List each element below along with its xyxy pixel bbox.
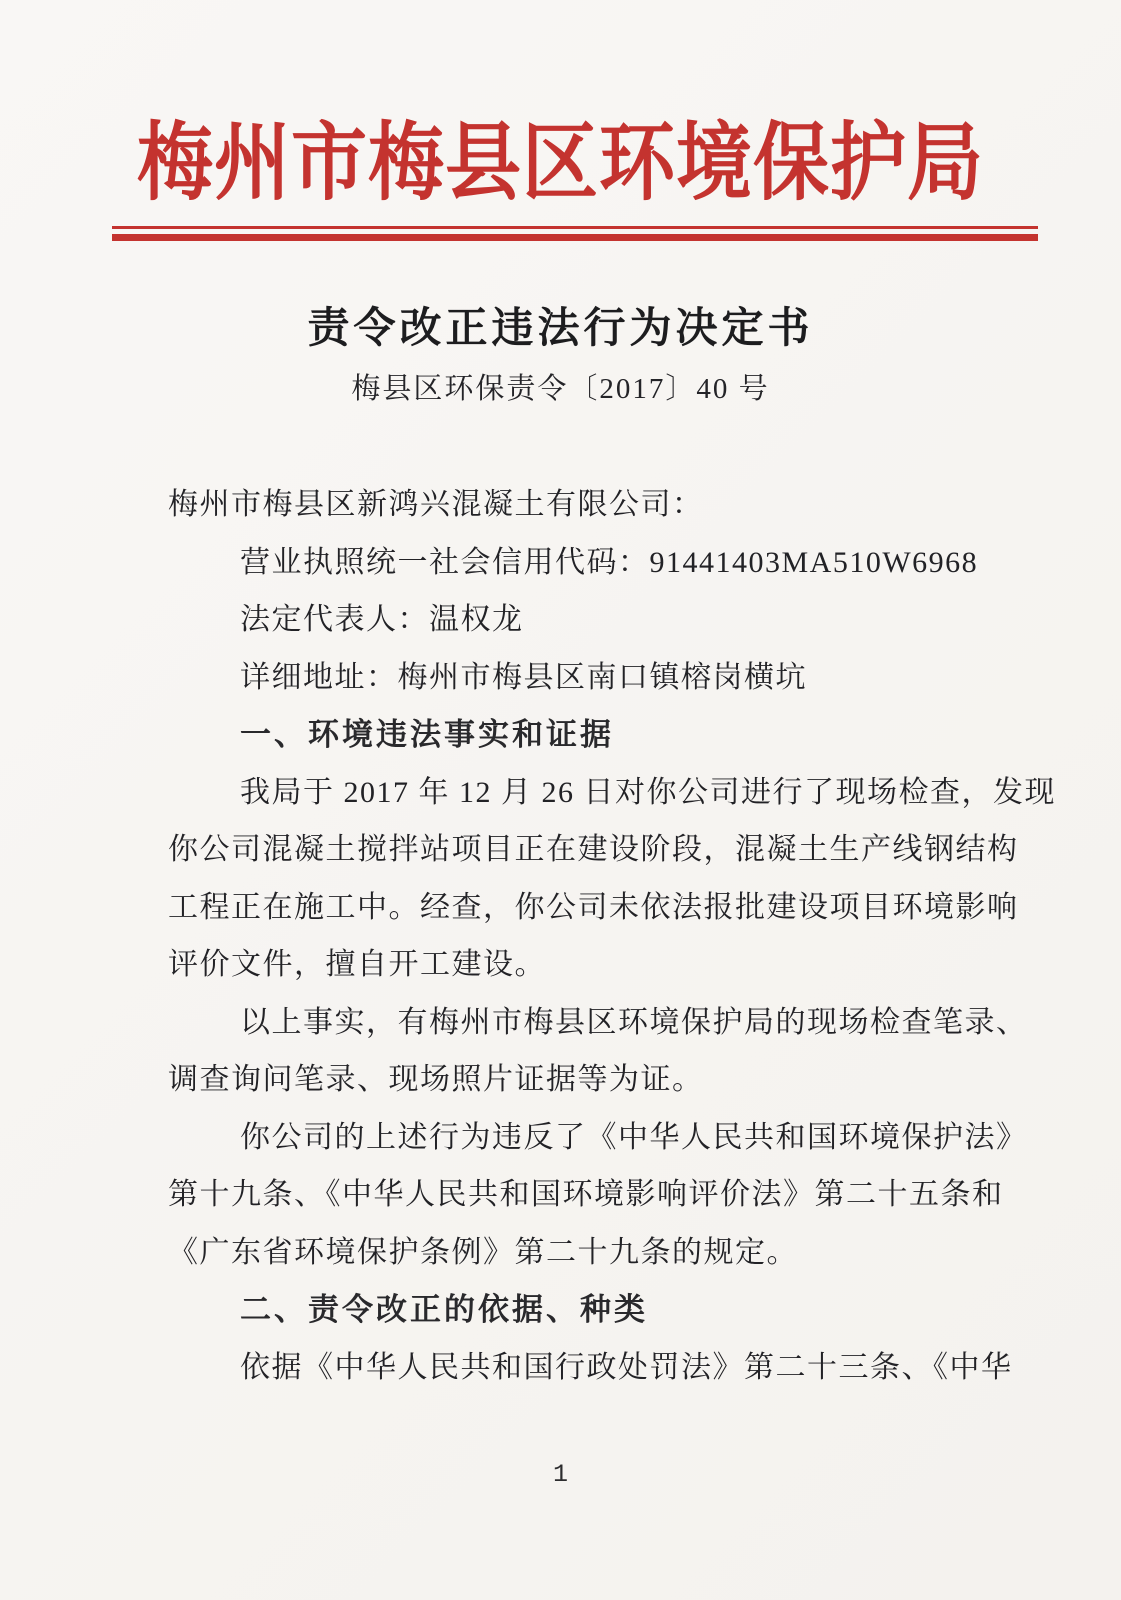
- body-line: 你公司的上述行为违反了《中华人民共和国环境保护法》: [240, 1120, 1028, 1154]
- body-line: 依据《中华人民共和国行政处罚法》第二十三条、《中华: [240, 1350, 1013, 1384]
- body-line: 我局于 2017 年 12 月 26 日对你公司进行了现场检查，发现: [240, 775, 1056, 809]
- document-body: [168, 476, 1056, 1396]
- document-number: 梅县区环保责令〔2017〕40 号: [351, 373, 770, 405]
- agency-name: 梅州市梅县区环境保护局: [137, 116, 984, 211]
- body-line: 你公司混凝土搅拌站项目正在建设阶段，混凝土生产线钢结构: [168, 833, 1019, 866]
- agency-letterhead: [0, 100, 1121, 210]
- letterhead-rule-thin: [112, 226, 1038, 229]
- section-heading: 二、责令改正的依据、种类: [240, 1292, 648, 1327]
- body-line: 《广东省环境保护条例》第二十九条的规定。: [168, 1235, 798, 1269]
- letterhead-rule-thick: [112, 234, 1038, 241]
- body-line: 调查询问笔录、现场照片证据等为证。: [168, 1063, 704, 1096]
- body-line: 营业执照统一社会信用代码：91441403MA510W6968: [240, 545, 979, 579]
- body-line: 详细地址：梅州市梅县区南口镇榕岗横坑: [240, 660, 807, 694]
- body-line: 梅州市梅县区新鸿兴混凝土有限公司：: [168, 488, 704, 521]
- page-number: 1: [552, 1460, 568, 1489]
- document-title: 责令改正违法行为决定书: [307, 306, 814, 352]
- body-line: 以上事实，有梅州市梅县区环境保护局的现场检查笔录、: [240, 1005, 1028, 1039]
- body-line: 法定代表人：温权龙: [240, 603, 524, 636]
- body-line: 第十九条、《中华人民共和国环境影响评价法》第二十五条和: [168, 1178, 1004, 1211]
- body-line: 工程正在施工中。经查，你公司未依法报批建设项目环境影响: [168, 890, 1019, 924]
- section-heading: 一、环境违法事实和证据: [240, 717, 614, 752]
- body-line: 评价文件，擅自开工建设。: [168, 948, 546, 981]
